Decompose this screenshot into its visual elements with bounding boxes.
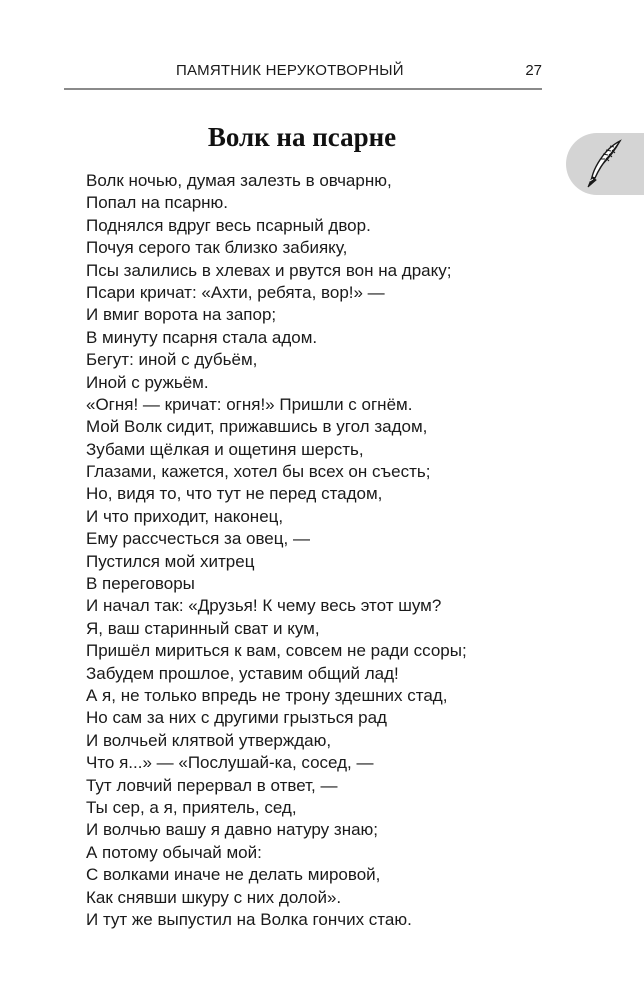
poem-line: Попал на псарню. <box>86 193 229 213</box>
poem-title: Волк на псарне <box>207 122 397 152</box>
poem-body <box>86 170 586 931</box>
poem-line: И волчьей клятвой утверждаю, <box>86 730 332 750</box>
poem-line: Забудем прошлое, уставим общий лад! <box>86 663 399 683</box>
poem-line: И волчью вашу я давно натуру знаю; <box>86 820 379 840</box>
poem-line: И что приходит, наконец, <box>86 506 284 526</box>
poem-line: Псари кричат: «Ахти, ребята, вор!» — <box>86 282 385 302</box>
poem-line: И тут же выпустил на Волка гончих стаю. <box>86 909 412 929</box>
running-title: ПАМЯТНИК НЕРУКОТВОРНЫЙ <box>176 62 404 79</box>
poem-line: Волк ночью, думая залезть в овчарню, <box>86 171 392 190</box>
poem-line: Но, видя то, что тут не перед стадом, <box>86 484 383 504</box>
poem-line: Ему рассчесться за овец, — <box>86 529 310 549</box>
poem-line: А я, не только впредь не трону здешних стад, <box>86 685 448 705</box>
poem-line: Я, ваш старинный сват и кум, <box>86 618 320 638</box>
poem-line: Что я...» — «Послушай-ка, сосед, — <box>86 753 374 773</box>
poem-line: Пустился мой хитрец <box>86 551 255 571</box>
page-number: 27 <box>525 62 542 79</box>
poem-line: А потому обычай мой: <box>86 842 262 862</box>
poem-line: «Огня! — кричат: огня!» Пришли с огнём. <box>86 394 413 414</box>
poem-line: Почуя серого так близко забияку, <box>86 238 348 258</box>
poem-line: Иной с ружьём. <box>86 372 209 392</box>
poem-line: Пришёл мириться к вам, совсем не ради ссоры; <box>86 641 467 661</box>
poem-line: Тут ловчий перервал в ответ, — <box>86 775 338 795</box>
poem-line: Бегут: иной с дубьём, <box>86 350 258 370</box>
poem-line: Но сам за них с другими грызться рад <box>86 708 387 728</box>
poem-line: Как снявши шкуру с них долой». <box>86 887 342 907</box>
poem-line: Зубами щёлкая и ощетиня шерсть, <box>86 439 364 459</box>
running-header <box>64 62 542 90</box>
poem-line: И начал так: «Друзья! К чему весь этот шум? <box>86 596 442 616</box>
poem-line: Глазами, кажется, хотел бы всех он съесть; <box>86 462 431 482</box>
poem-line: В минуту псарня стала адом. <box>86 327 318 347</box>
poem-line: Мой Волк сидит, прижавшись в угол задом, <box>86 417 428 437</box>
poem-line: Псы залились в хлевах и рвутся вон на драку; <box>86 260 452 280</box>
poem-line: И вмиг ворота на запор; <box>86 305 277 325</box>
poem-line: В переговоры <box>86 574 195 594</box>
poem-line: С волками иначе не делать мировой, <box>86 865 381 885</box>
poem-line: Ты сер, а я, приятель, сед, <box>86 797 297 817</box>
poem-line: Поднялся вдруг весь псарный двор. <box>86 215 371 235</box>
